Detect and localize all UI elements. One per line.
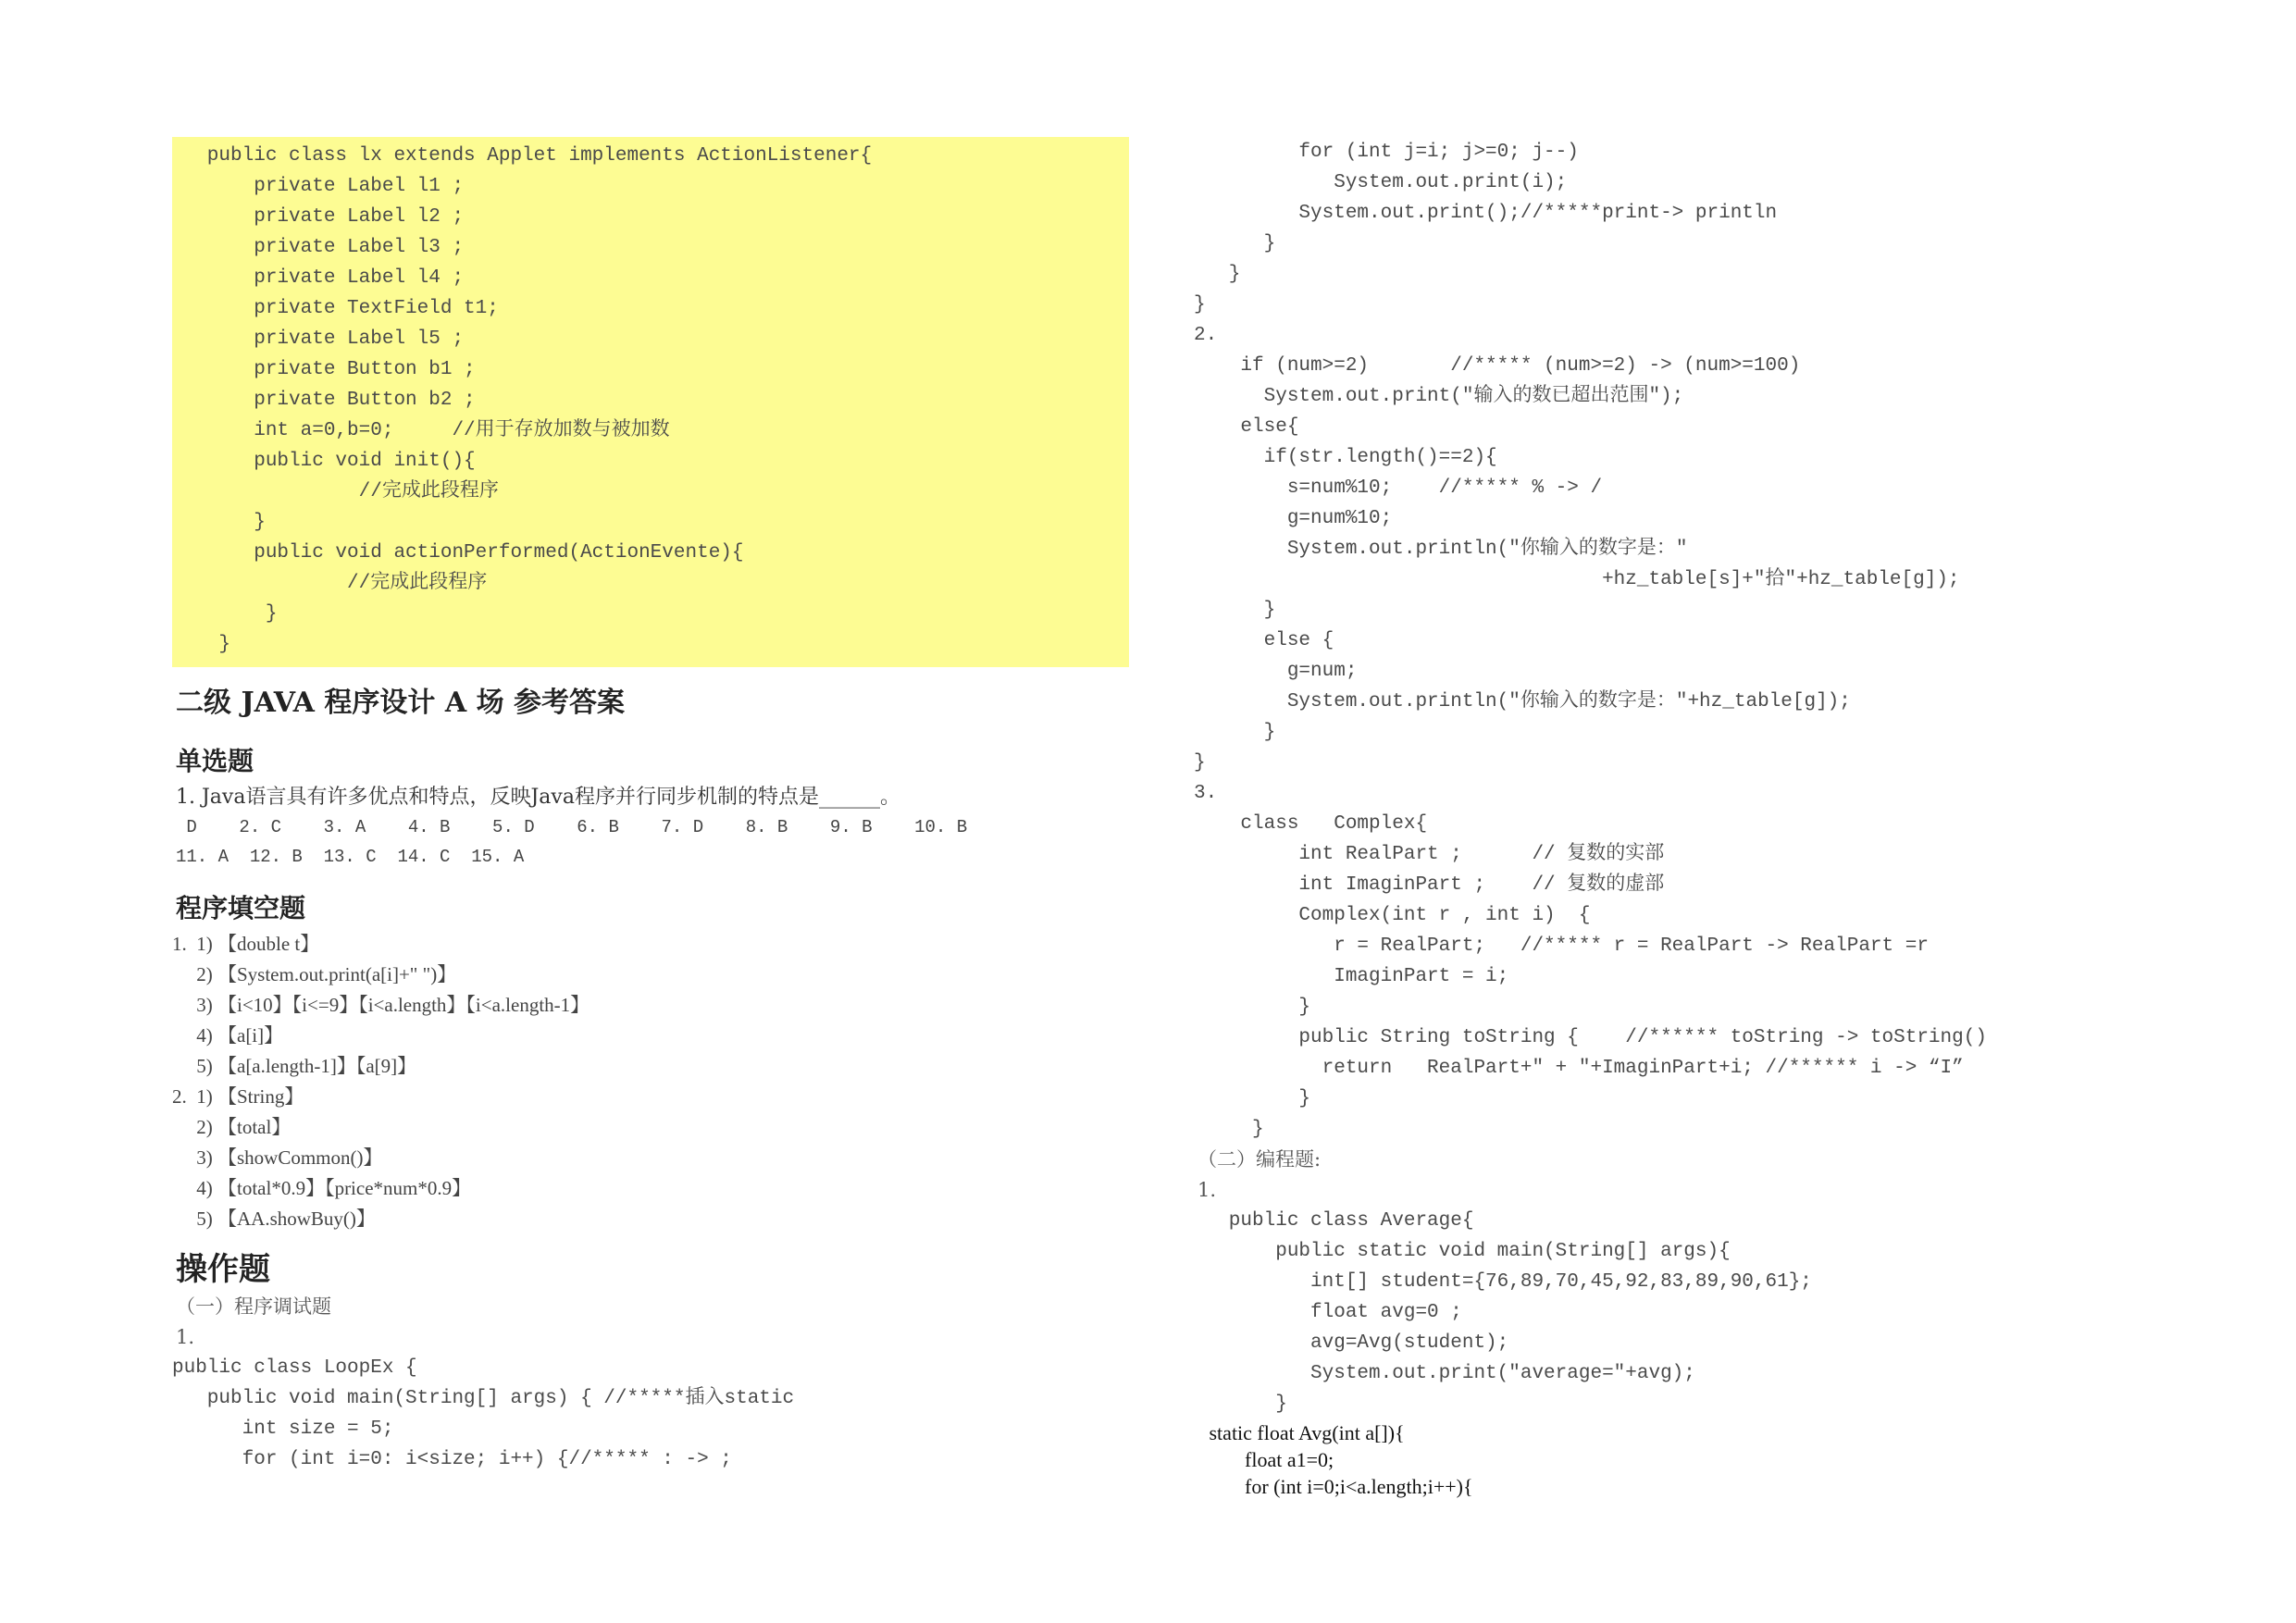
code-line: System.out.print(i); [1194, 172, 1568, 193]
code-line: if(str.length()==2){ [1194, 447, 1497, 468]
code-listing [1194, 137, 2267, 1145]
code-line: //完成此段程序 [172, 573, 488, 594]
code-line: private Button b1 ; [172, 359, 476, 380]
code-line: System.out.println("你输入的数字是：" [1194, 539, 1688, 560]
subsection-debug: （一）程序调试题 [176, 1295, 331, 1318]
code-line: int RealPart ; // 复数的实部 [1194, 844, 1665, 865]
code-line: else{ [1194, 416, 1299, 438]
code-line: } [1194, 1088, 1311, 1109]
code-line: for (int j=i; j>=0; j--) [1194, 142, 1579, 163]
code-line: int[] student={76,89,70,45,92,83,89,90,61}; [1194, 1271, 1812, 1293]
code-line: } [1194, 233, 1276, 254]
right-column [1194, 137, 2267, 1500]
code-line: } [1194, 997, 1311, 1018]
code-line: float a1=0; [1194, 1448, 1334, 1471]
code-line: for (int i=0: i<size; i++) {//***** : -> ; [172, 1449, 732, 1470]
code-line: private Label l4 ; [172, 267, 465, 289]
code-line: private Label l3 ; [172, 237, 465, 258]
code-line: s=num%10; //***** % -> / [1194, 477, 1603, 499]
code-line: public void main(String[] args) { //*****插入static [172, 1388, 795, 1409]
code-line: } [172, 634, 231, 655]
fill-answer-line: 1. 1) 【double t】 [172, 933, 320, 955]
code-line: private Label l2 ; [172, 206, 465, 228]
code-line: } [1194, 600, 1276, 621]
fill-answer-line: 4) 【a[i]】 [172, 1024, 284, 1047]
code-line: else { [1194, 630, 1334, 651]
code-line: //完成此段程序 [172, 481, 499, 502]
code-line: class Complex{ [1194, 813, 1428, 835]
code-line: } [1194, 1119, 1264, 1140]
code-line: float avg=0 ; [1194, 1302, 1462, 1323]
code-line: private Label l1 ; [172, 176, 465, 197]
code-line: r = RealPart; //***** r = RealPart -> RealPart =r [1194, 935, 1929, 957]
programming-item-number: 1. [1198, 1179, 1217, 1201]
code-line: public static void main(String[] args){ [1194, 1241, 1731, 1262]
code-line: } [1194, 294, 1206, 316]
code-line: public String toString { //****** toString -> toString() [1194, 1027, 1987, 1048]
debug-item-number: 1. [176, 1326, 195, 1348]
code-line: private Label l5 ; [172, 328, 465, 350]
code-line: g=num%10; [1194, 508, 1393, 529]
code-line: System.out.print("输入的数已超出范围"); [1194, 386, 1684, 407]
code-line: public class Average{ [1194, 1210, 1474, 1232]
code-line: avg=Avg(student); [1194, 1332, 1509, 1354]
code-line: public void actionPerformed(ActionEvente){ [172, 542, 744, 564]
code-line: System.out.println("你输入的数字是："+hz_table[g]); [1194, 691, 1851, 712]
code-line: public class lx extends Applet implements ActionListener{ [172, 145, 873, 167]
code-line: int ImaginPart ; // 复数的虚部 [1194, 874, 1665, 896]
code-line: } [172, 512, 266, 533]
code-line: public class LoopEx { [172, 1357, 417, 1379]
code-line: if (num>=2) //***** (num>=2) -> (num>=100) [1194, 355, 1801, 377]
fill-answer-line: 2. 1) 【String】 [172, 1085, 304, 1108]
code-line: return RealPart+" + "+ImaginPart+i; //****** i -> “I” [1194, 1058, 1964, 1079]
code-line: } [1194, 1394, 1287, 1415]
code-line: } [172, 603, 278, 625]
code-line: Complex(int r , int i) { [1194, 905, 1591, 926]
code-line: for (int i=0;i<a.length;i++){ [1194, 1475, 1473, 1498]
code-line: static float Avg(int a[]){ [1194, 1421, 1405, 1444]
section-operations: 操作题 [176, 1251, 270, 1288]
debug-code-block [172, 1353, 1129, 1475]
code-line: g=num; [1194, 661, 1358, 682]
code-line: 2. [1194, 325, 1218, 346]
code-line: ImaginPart = i; [1194, 966, 1509, 987]
fill-in-answers [172, 929, 1129, 1234]
fill-answer-line: 5) 【AA.showBuy()】 [172, 1208, 376, 1230]
programming-code-continued [1194, 1419, 2267, 1500]
code-line: private Button b2 ; [172, 390, 476, 411]
subsection-programming: （二）编程题: [1198, 1148, 1322, 1171]
fill-answer-line: 2) 【System.out.print(a[i]+" ")】 [172, 963, 457, 985]
code-line: int a=0,b=0; //用于存放加数与被加数 [172, 420, 670, 441]
fill-answer-line: 4) 【total*0.9】【price*num*0.9】 [172, 1177, 472, 1199]
code-line: int size = 5; [172, 1419, 394, 1440]
answers-row-1: D 2. C 3. A 4. B 5. D 6. B 7. D 8. B 9. B 10. B [176, 817, 968, 837]
section-single-choice: 单选题 [176, 746, 254, 776]
section-fill-in: 程序填空题 [176, 893, 306, 923]
code-line: +hz_table[s]+"拾"+hz_table[g]); [1194, 569, 1960, 590]
code-line: } [1194, 264, 1241, 285]
left-column [172, 137, 1129, 1475]
code-line: 3. [1194, 783, 1218, 804]
highlighted-code-block [172, 137, 1129, 667]
answer-key-title: 二级 JAVA 程序设计 A 场 参考答案 [176, 687, 626, 719]
code-line: private TextField t1; [172, 298, 499, 319]
code-line: System.out.print("average="+avg); [1194, 1363, 1695, 1384]
code-line: System.out.print();//*****print-> println [1194, 203, 1778, 224]
code-line: } [1194, 752, 1206, 774]
programming-code-block [1194, 1206, 2267, 1419]
question-1: 1. Java语言具有许多优点和特点，反映Java程序并行同步机制的特点是______。 [176, 786, 900, 809]
fill-answer-line: 5) 【a[a.length-1]】【a[9]】 [172, 1055, 417, 1077]
fill-answer-line: 3) 【showCommon()】 [172, 1146, 383, 1169]
answers-row-2: 11. A 12. B 13. C 14. C 15. A [176, 847, 525, 867]
fill-answer-line: 3) 【i<10】【i<=9】【i<a.length】【i<a.length-1】 [172, 994, 590, 1016]
code-line: public void init(){ [172, 451, 476, 472]
code-line: } [1194, 722, 1276, 743]
fill-answer-line: 2) 【total】 [172, 1116, 292, 1138]
